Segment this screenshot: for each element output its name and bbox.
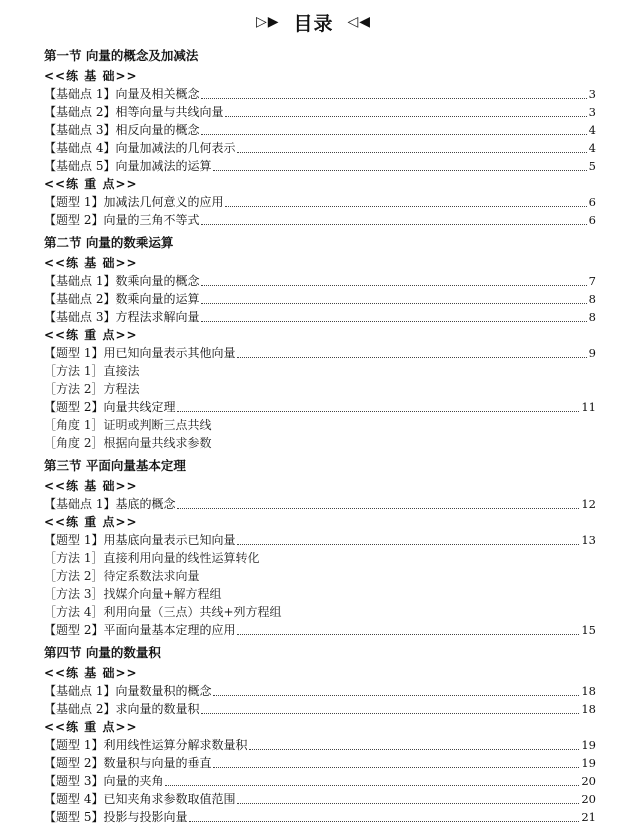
toc-entry[interactable] [44, 211, 596, 229]
dot-leader [237, 802, 579, 804]
toc-entry-label: 【题型 1】用基底向量表示已知向量 [44, 533, 236, 547]
dot-leader [201, 302, 586, 304]
toc-page-number: 21 [581, 810, 596, 824]
toc-entry-label: 【题型 1】用已知向量表示其他向量 [44, 346, 236, 360]
toc-entry-label: <<练 基 础>> [44, 69, 138, 83]
toc-entry[interactable] [44, 531, 596, 549]
toc-entry[interactable] [44, 139, 596, 157]
toc-entry-label: 【题型 2】数量积与向量的垂直 [44, 756, 212, 770]
toc-page-number: 20 [581, 774, 596, 788]
section-heading [44, 642, 596, 664]
toc-entry[interactable] [44, 272, 596, 290]
toc-page-number: 11 [581, 400, 596, 414]
section-heading [44, 455, 596, 477]
dot-leader [225, 205, 586, 207]
toc-entry[interactable] [44, 308, 596, 326]
toc-entry[interactable] [44, 193, 596, 211]
toc-subentry [44, 380, 596, 398]
toc-entry-label: 【基础点 2】求向量的数量积 [44, 702, 200, 716]
toc-entry-label: 【基础点 1】向量数量积的概念 [44, 684, 212, 698]
toc-entry-label: ［角度 1］证明或判断三点共线 [44, 418, 212, 432]
group-heading [44, 326, 596, 344]
toc-entry-label: 【基础点 3】相反向量的概念 [44, 123, 200, 137]
toc-entry[interactable] [44, 344, 596, 362]
dot-leader [237, 356, 586, 358]
toc-page-number: 6 [588, 213, 596, 227]
toc-entry[interactable] [44, 398, 596, 416]
group-heading [44, 67, 596, 85]
toc-entry-label: <<练 重 点>> [44, 720, 138, 734]
toc-page-number: 19 [581, 756, 596, 770]
toc-entry[interactable] [44, 621, 596, 639]
toc-entry-label: 【基础点 3】方程法求解向量 [44, 310, 200, 324]
toc-entry-label: 【题型 1】利用线性运算分解求数量积 [44, 738, 248, 752]
toc-entry[interactable] [44, 103, 596, 121]
toc-entry-label: 第四节 向量的数量积 [44, 645, 161, 660]
toc-page-number: 20 [581, 792, 596, 806]
toc-entry[interactable] [44, 790, 596, 808]
right-triangle-icon: ◁◀ [347, 14, 372, 30]
toc-entry[interactable] [44, 290, 596, 308]
toc-entry-label: 【题型 1】加减法几何意义的应用 [44, 195, 224, 209]
toc-entry-label: <<练 基 础>> [44, 666, 138, 680]
toc-page-number: 15 [581, 623, 596, 637]
dot-leader [201, 712, 579, 714]
toc-entry-label: ［方法 1］直接利用向量的线性运算转化 [44, 551, 260, 565]
dot-leader [201, 97, 586, 99]
dot-leader [201, 223, 586, 225]
group-heading [44, 175, 596, 193]
dot-leader [225, 115, 586, 117]
toc-page-number: 8 [588, 310, 596, 324]
dot-leader [237, 151, 586, 153]
toc-entry-label: 第二节 向量的数乘运算 [44, 235, 174, 250]
toc-entry-label: 第三节 平面向量基本定理 [44, 458, 186, 473]
toc-entry-label: <<练 重 点>> [44, 177, 138, 191]
toc-entry[interactable] [44, 121, 596, 139]
dot-leader [249, 748, 579, 750]
toc-entry-label: ［方法 3］找媒介向量+解方程组 [44, 587, 222, 601]
toc-subentry [44, 434, 596, 452]
toc-entry[interactable] [44, 157, 596, 175]
toc-entry-label: 【题型 5】投影与投影向量 [44, 810, 188, 824]
group-heading [44, 513, 596, 531]
toc-entry[interactable] [44, 808, 596, 826]
left-triangle-icon: ▷▶ [255, 14, 280, 30]
toc-page-number: 4 [588, 123, 596, 137]
toc-subentry [44, 603, 596, 621]
toc-entry-label: <<练 基 础>> [44, 256, 138, 270]
dot-leader [201, 320, 586, 322]
group-heading [44, 477, 596, 495]
toc-entry-label: 第一节 向量的概念及加减法 [44, 48, 199, 63]
dot-leader [237, 543, 579, 545]
dot-leader [177, 507, 579, 509]
dot-leader [213, 766, 579, 768]
toc-page-number: 19 [581, 738, 596, 752]
dot-leader [201, 133, 586, 135]
toc-page-number: 4 [588, 141, 596, 155]
dot-leader [177, 410, 579, 412]
table-of-contents [44, 42, 596, 826]
toc-subentry [44, 567, 596, 585]
toc-entry-label: ［角度 2］根据向量共线求参数 [44, 436, 212, 450]
toc-entry-label: ［方法 4］利用向量（三点）共线+列方程组 [44, 605, 282, 619]
toc-entry[interactable] [44, 682, 596, 700]
page-title: 目录 [293, 12, 334, 35]
toc-page-number: 3 [588, 87, 596, 101]
dot-leader [213, 694, 579, 696]
toc-entry[interactable] [44, 700, 596, 718]
toc-entry-label: 【题型 2】向量的三角不等式 [44, 213, 200, 227]
group-heading [44, 718, 596, 736]
toc-entry[interactable] [44, 495, 596, 513]
section-heading [44, 45, 596, 67]
toc-entry-label: 【基础点 1】数乘向量的概念 [44, 274, 200, 288]
toc-subentry [44, 549, 596, 567]
toc-entry-label: <<练 重 点>> [44, 515, 138, 529]
toc-entry-label: 【基础点 1】基底的概念 [44, 497, 176, 511]
dot-leader [201, 284, 586, 286]
toc-entry-label: 【题型 2】向量共线定理 [44, 400, 176, 414]
toc-entry[interactable] [44, 85, 596, 103]
toc-entry-label: 【题型 4】已知夹角求参数取值范围 [44, 792, 236, 806]
toc-entry-label: ［方法 2］待定系数法求向量 [44, 569, 200, 583]
toc-header [0, 6, 627, 38]
toc-entry-label: 【题型 2】平面向量基本定理的应用 [44, 623, 236, 637]
toc-entry[interactable] [44, 736, 596, 754]
toc-page-number: 18 [581, 684, 596, 698]
toc-subentry [44, 362, 596, 380]
toc-entry-label: 【基础点 2】相等向量与共线向量 [44, 105, 224, 119]
group-heading [44, 254, 596, 272]
toc-page-number: 13 [581, 533, 596, 547]
dot-leader [213, 169, 586, 171]
toc-page-number: 18 [581, 702, 596, 716]
toc-entry-label: ［方法 2］方程法 [44, 382, 140, 396]
toc-entry[interactable] [44, 772, 596, 790]
toc-page-number: 3 [588, 105, 596, 119]
group-heading [44, 664, 596, 682]
toc-page-number: 9 [588, 346, 596, 360]
toc-page-number: 5 [588, 159, 596, 173]
toc-entry-label: 【题型 3】向量的夹角 [44, 774, 164, 788]
toc-entry-label: 【基础点 4】向量加减法的几何表示 [44, 141, 236, 155]
dot-leader [237, 633, 579, 635]
dot-leader [189, 820, 579, 822]
toc-page-number: 6 [588, 195, 596, 209]
toc-entry-label: <<练 基 础>> [44, 479, 138, 493]
toc-page-number: 8 [588, 292, 596, 306]
toc-entry-label: <<练 重 点>> [44, 328, 138, 342]
dot-leader [165, 784, 579, 786]
toc-page-number: 12 [581, 497, 596, 511]
section-heading [44, 232, 596, 254]
toc-subentry [44, 585, 596, 603]
toc-page-number: 7 [588, 274, 596, 288]
toc-entry[interactable] [44, 754, 596, 772]
toc-subentry [44, 416, 596, 434]
toc-entry-label: 【基础点 1】向量及相关概念 [44, 87, 200, 101]
toc-entry-label: 【基础点 5】向量加减法的运算 [44, 159, 212, 173]
toc-entry-label: ［方法 1］直接法 [44, 364, 140, 378]
toc-entry-label: 【基础点 2】数乘向量的运算 [44, 292, 200, 306]
